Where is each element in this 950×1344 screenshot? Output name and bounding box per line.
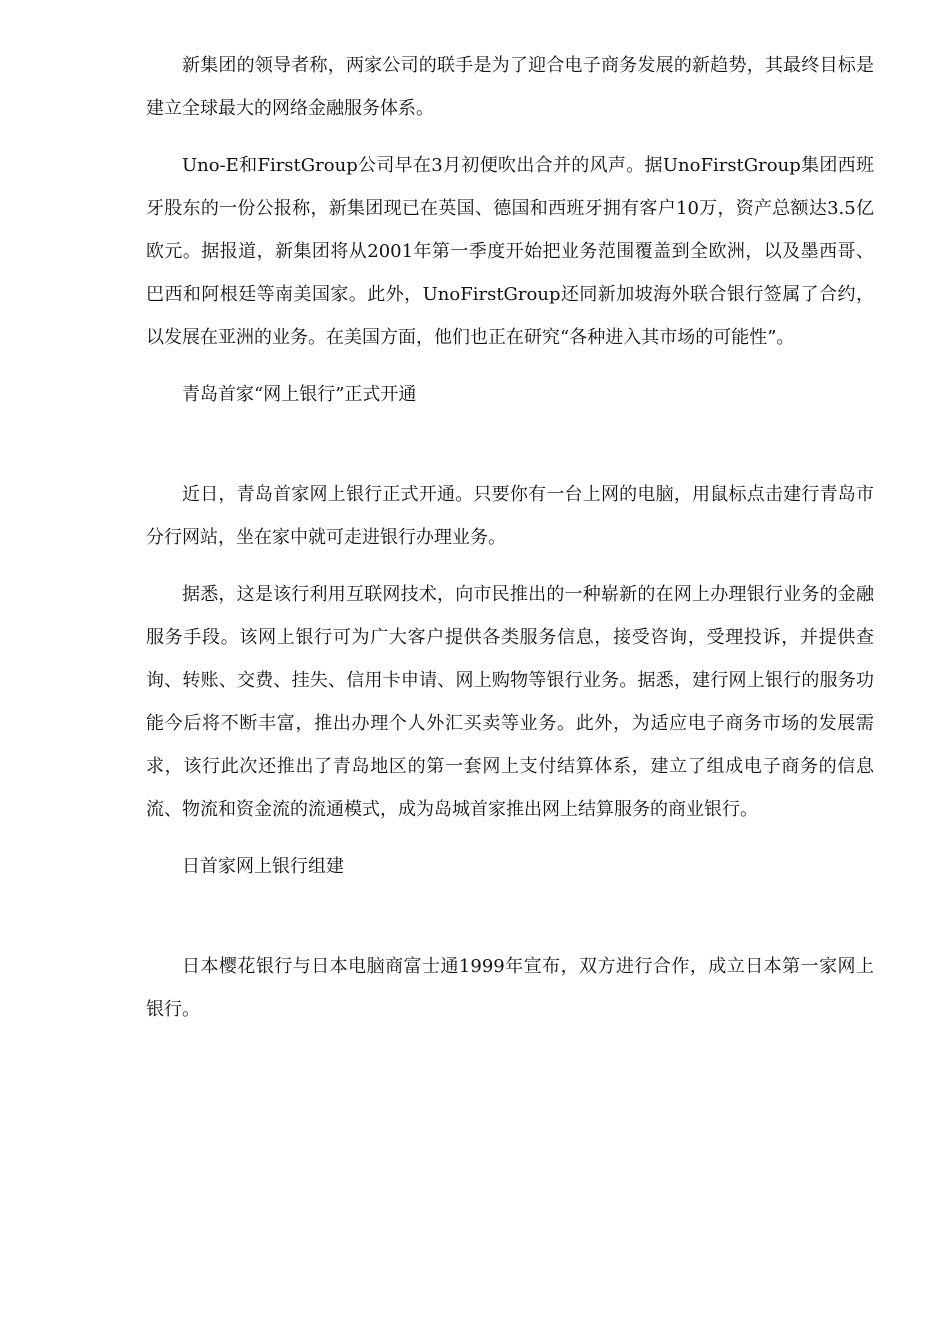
section-heading-qingdao-online-bank: 青岛首家“网上银行”正式开通 [182,384,417,405]
paragraph-qingdao-launch: 近日，青岛首家网上银行正式开通。只要你有一台上网的电脑，用鼠标点击建行青岛市分行网站，坐在家中就可走进银行办理业务。 [146,484,874,548]
paragraph-japan-sakura-fujitsu: 日本樱花银行与日本电脑商富士通1999年宣布，双方进行合作，成立日本第一家网上银行。 [146,956,874,1020]
paragraph-unofirstgroup-merger: Uno-E和FirstGroup公司早在3月初便吹出合并的风声。据UnoFirstGroup集团西班牙股东的一份公报称，新集团现已在英国、德国和西班牙拥有客户10万，资产总额达3.5亿欧元。据报道，新集团将从2001年第一季度开始把业务范围覆盖到全欧洲，以及墨西哥、巴西和阿根廷等南美国家。此外，UnoFirstGroup还同新加坡海外联合银行签属了合约，以发展在亚洲的业务。在美国方面，他们也正在研究“各种进入其市场的可能性”。 [146,155,874,348]
paragraph-qingdao-services: 据悉，这是该行利用互联网技术，向市民推出的一种崭新的在网上办理银行业务的金融服务手段。该网上银行可为广大客户提供各类服务信息，接受咨询，受理投诉，并提供查询、转账、交费、挂失、信用卡申请、网上购物等银行业务。据悉，建行网上银行的服务功能今后将不断丰富，推出办理个人外汇买卖等业务。此外，为适应电子商务市场的发展需求，该行此次还推出了青岛地区的第一套网上支付结算体系，建立了组成电子商务的信息流、物流和资金流的流通模式，成为岛城首家推出网上结算服务的商业银行。 [146,584,874,820]
section-heading-japan-online-bank: 日首家网上银行组建 [182,856,344,877]
document-page [146,44,874,1031]
paragraph-new-group-goal: 新集团的领导者称，两家公司的联手是为了迎合电子商务发展的新趋势，其最终目标是建立全球最大的网络金融服务体系。 [146,55,874,119]
